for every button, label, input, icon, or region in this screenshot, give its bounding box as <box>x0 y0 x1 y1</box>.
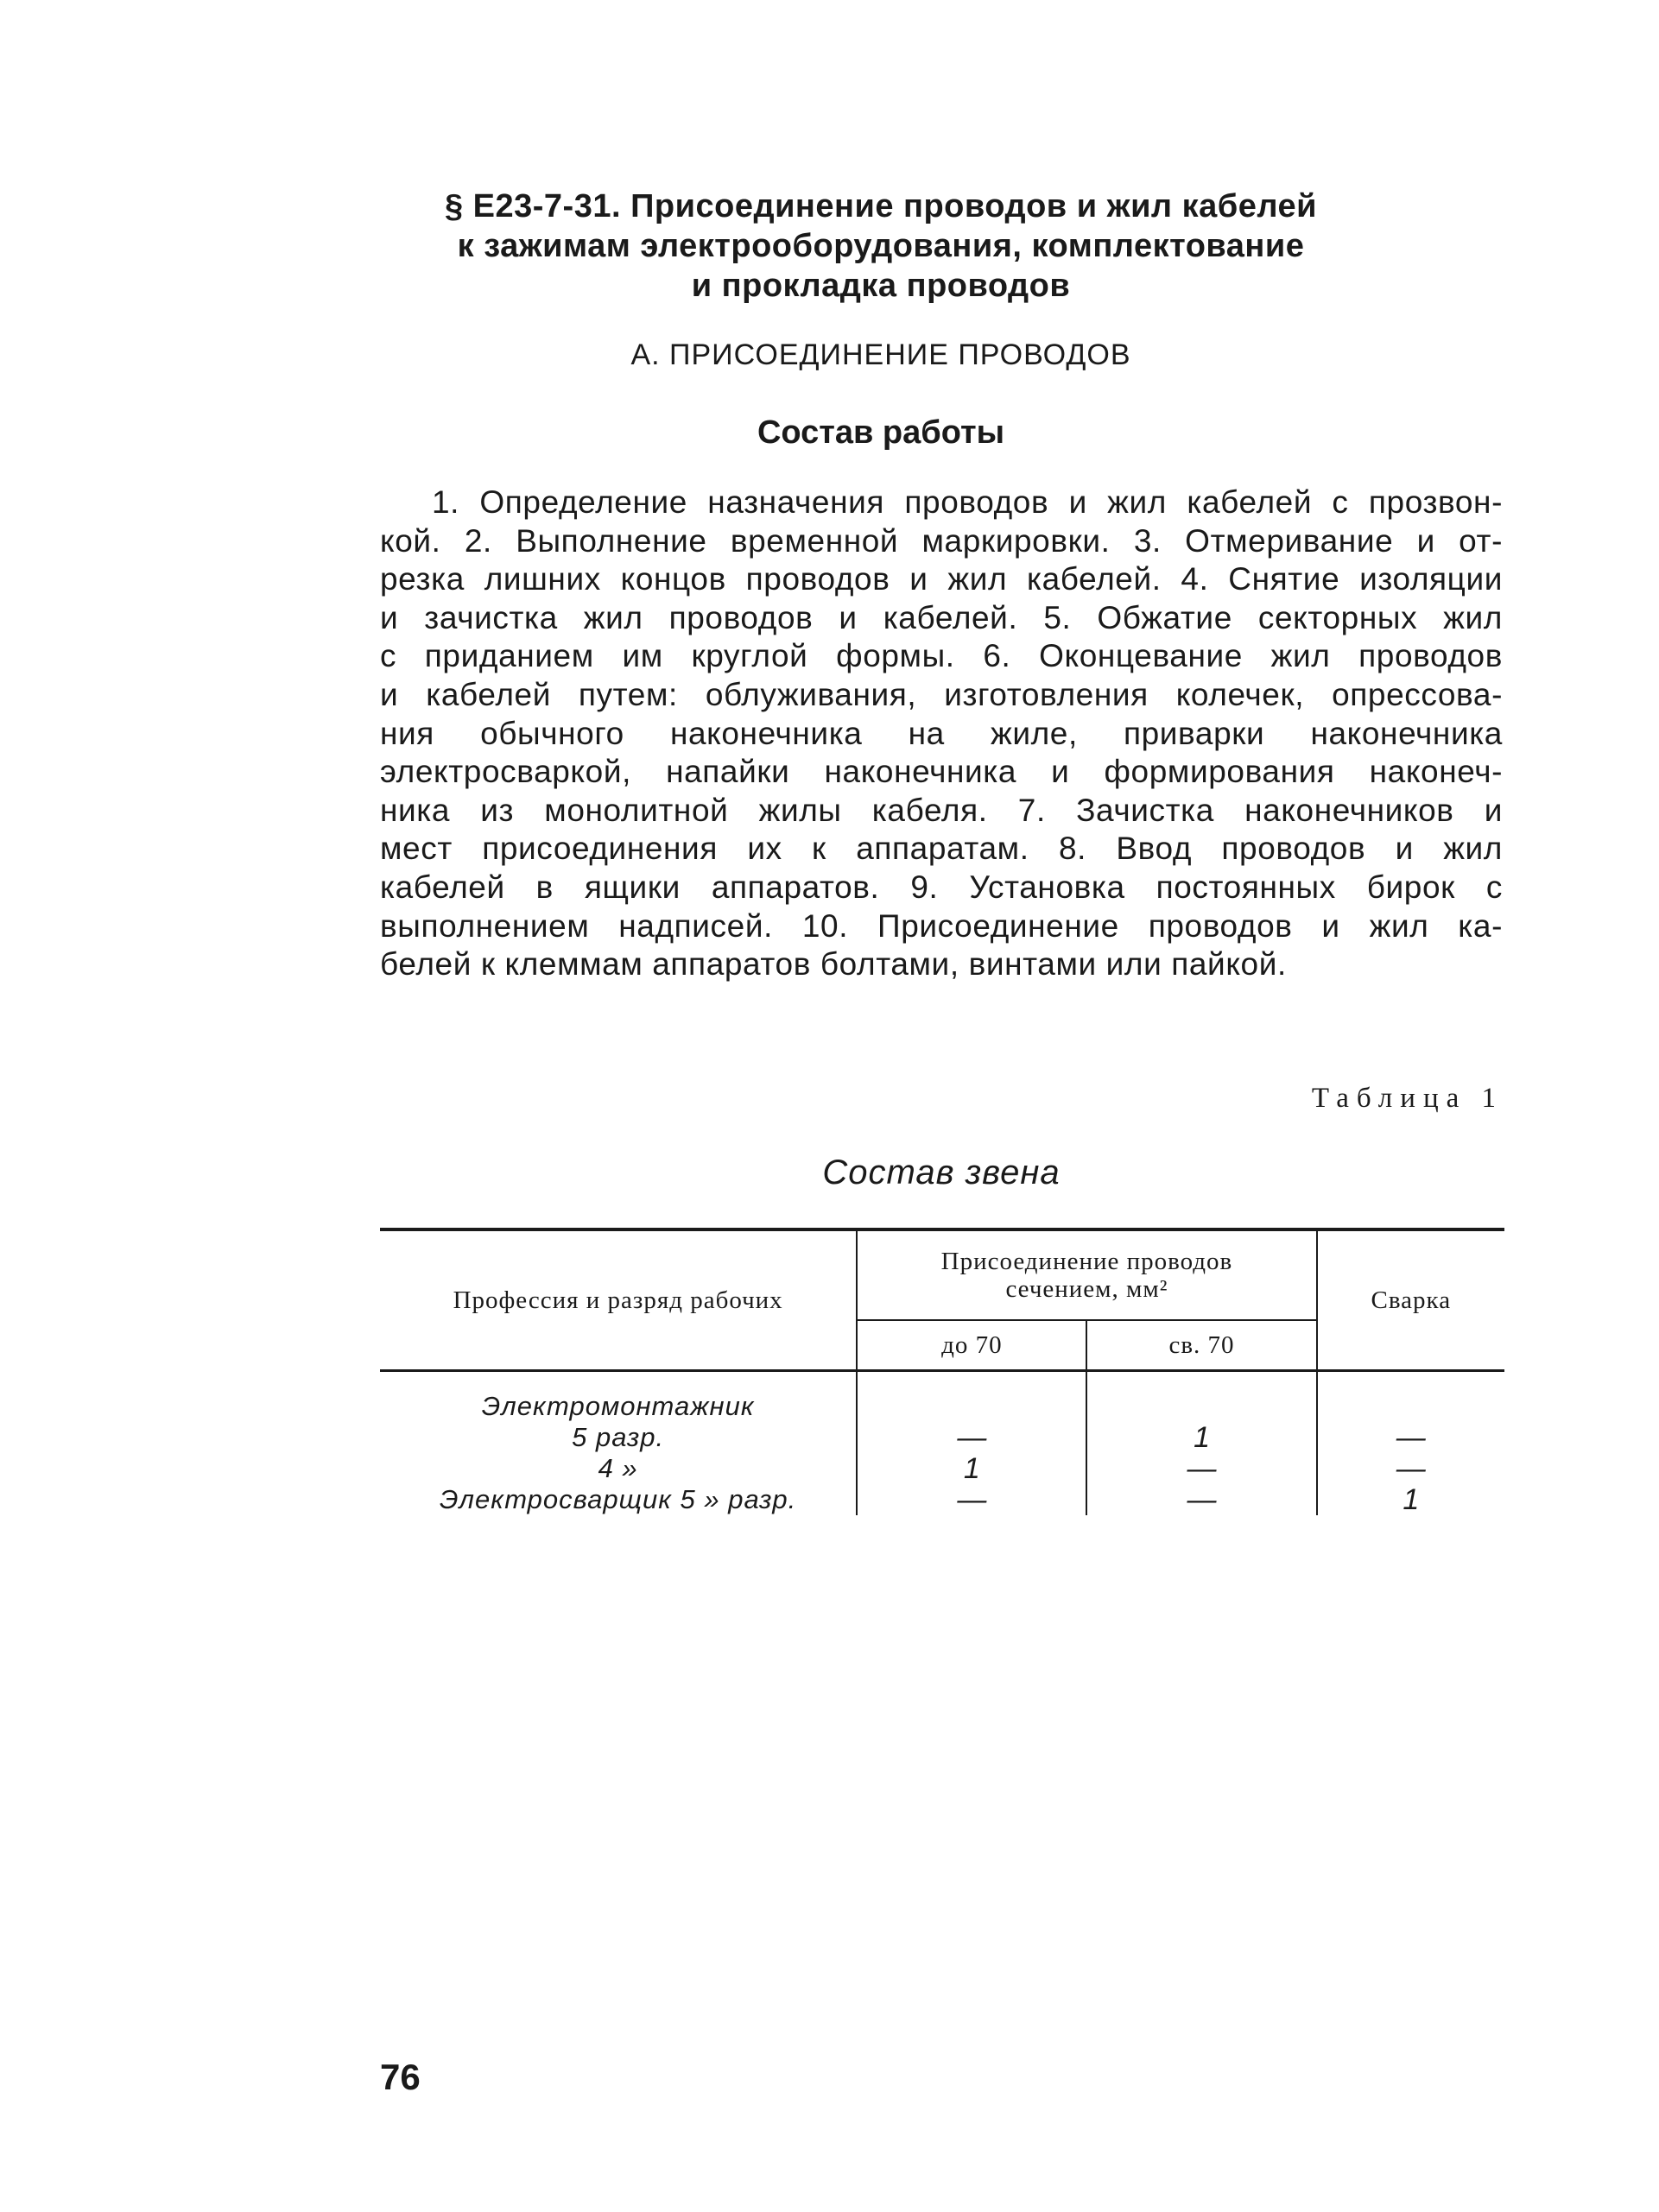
text-line: кабелей в ящики аппаратов. 9. Установка постоянных бирок с <box>380 869 1503 905</box>
header-connection-group <box>857 1229 1316 1320</box>
text-line: ния обычного наконечника на жиле, приварки наконечника <box>380 715 1503 751</box>
row-welding: — <box>1396 1421 1426 1454</box>
table-row <box>380 1484 1504 1515</box>
text-line: электросваркой, напайки наконечника и формирования наконеч- <box>380 754 1503 790</box>
table-row <box>380 1422 1504 1453</box>
text-line: кой. 2. Выполнение временной маркировки. 3. Отмеривание и от- <box>380 522 1503 559</box>
table-row <box>380 1371 1504 1423</box>
text-line: 1. Определение назначения проводов и жил кабелей с прозвон- <box>432 484 1503 520</box>
row-profession: 5 разр. <box>380 1422 857 1453</box>
crew-table <box>380 1228 1504 1515</box>
text-line: с приданием им круглой формы. 6. Оконцевание жил проводов <box>380 638 1503 674</box>
subsection-title: А. ПРИСОЕДИНЕНИЕ ПРОВОДОВ <box>630 338 1131 371</box>
row-upto-70 <box>857 1371 1086 1423</box>
row-over-70: — <box>1086 1484 1316 1515</box>
text-line: резка лишних концов проводов и жил кабелей. 4. Снятие изоляции <box>380 561 1503 597</box>
text-line: белей к клеммам аппаратов болтами, винтами или пайкой. <box>380 946 1287 983</box>
row-over-70: — <box>1086 1453 1316 1484</box>
page-number: 76 <box>380 2057 421 2097</box>
row-welding <box>1317 1371 1504 1423</box>
row-profession: Электросварщик 5 » разр. <box>380 1484 857 1515</box>
table-title: Состав звена <box>822 1153 1061 1191</box>
work-composition-text <box>380 483 1503 984</box>
text-line: и кабелей путем: облуживания, изготовления колечек, опрессова- <box>380 676 1503 712</box>
section-heading-line: § Е23-7-31. Присоединение проводов и жил кабелей <box>444 188 1318 224</box>
row-profession: 4 » <box>380 1453 857 1484</box>
row-over-70: 1 <box>1086 1422 1316 1453</box>
section-heading <box>380 186 1382 306</box>
header-connection-line: сечением, мм² <box>1005 1275 1168 1303</box>
table-header-row <box>380 1229 1504 1320</box>
header-welding: Сварка <box>1317 1229 1504 1371</box>
header-connection-line: Присоединение проводов <box>940 1248 1233 1275</box>
row-profession: Электромонтажник <box>380 1371 857 1423</box>
text-line: мест присоединения их к аппаратам. 8. Ввод проводов и жил <box>380 831 1503 867</box>
header-profession: Профессия и разряд рабочих <box>380 1229 857 1371</box>
text-line: выполнением надписей. 10. Присоединение проводов и жил ка- <box>380 907 1503 944</box>
row-welding: 1 <box>1403 1483 1420 1516</box>
section-heading-line: к зажимам электрооборудования, комплектование <box>457 228 1305 264</box>
row-welding: — <box>1396 1452 1426 1485</box>
table-row <box>380 1453 1504 1484</box>
section-heading-line: и прокладка проводов <box>691 268 1071 304</box>
row-over-70 <box>1086 1371 1316 1423</box>
header-over-70: св. 70 <box>1086 1320 1316 1371</box>
text-line: и зачистка жил проводов и кабелей. 5. Обжатие секторных жил <box>380 599 1503 635</box>
table-label: Таблица 1 <box>1311 1083 1504 1114</box>
row-upto-70: — <box>857 1422 1086 1453</box>
header-upto-70: до 70 <box>857 1320 1086 1371</box>
work-composition-title: Состав работы <box>757 414 1005 451</box>
row-upto-70: 1 <box>857 1453 1086 1484</box>
text-line: ника из монолитной жилы кабеля. 7. Зачистка наконечников и <box>380 792 1503 828</box>
row-upto-70: — <box>857 1484 1086 1515</box>
